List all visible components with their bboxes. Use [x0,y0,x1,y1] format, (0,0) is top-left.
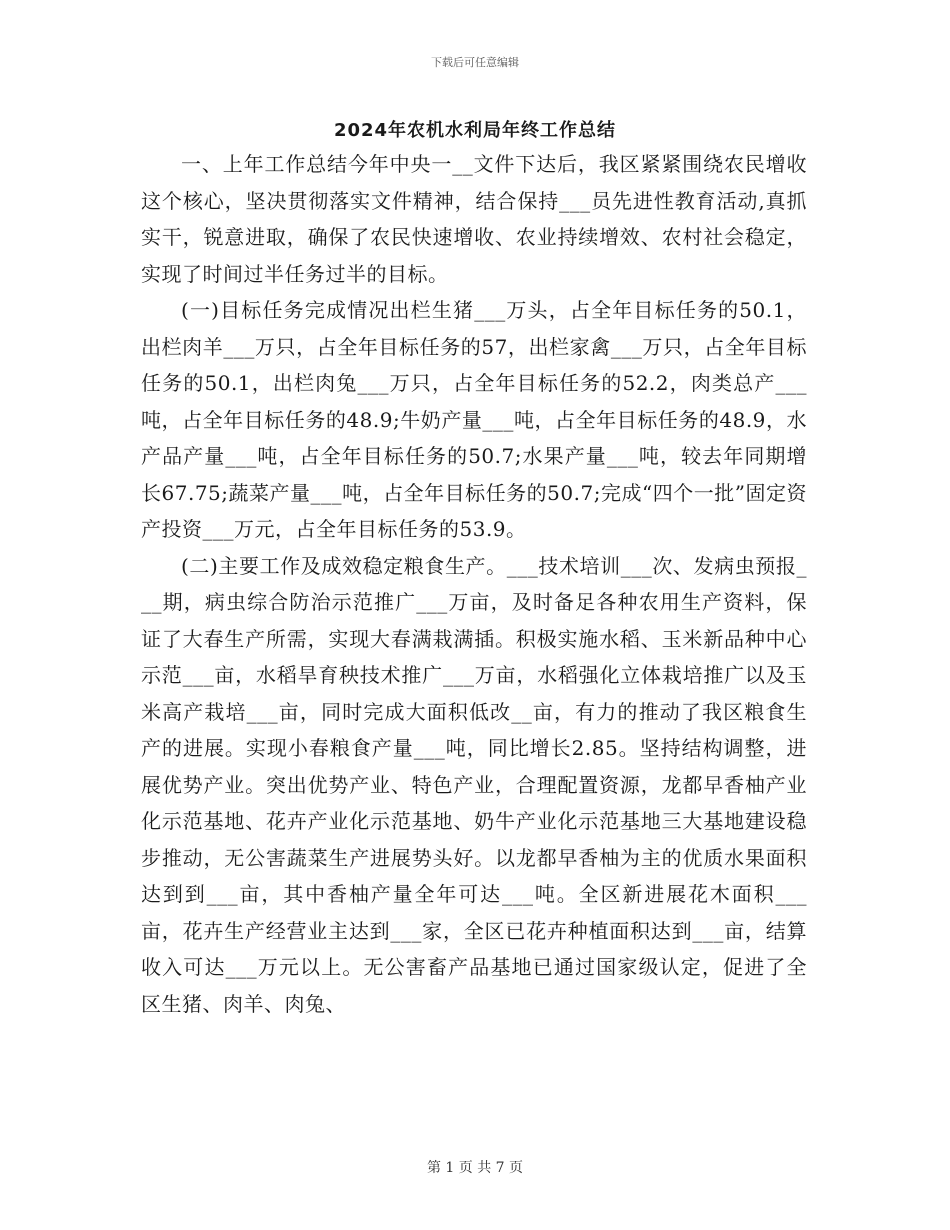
document-body [141,146,807,1022]
paragraph-intro: 一、上年工作总结今年中央一__文件下达后，我区紧紧围绕农民增收这个核心，坚决贯彻落实文件精神，结合保持___员先进性教育活动,真抓实干，锐意进取，确保了农民快速增收、农业持续增效、农村社会稳定，实现了时间过半任务过半的目标。 [141,152,807,286]
paragraph-main-work: (二)主要工作及成效稳定粮食生产。___技术培训___次、发病虫预报___期，病虫综合防治示范推广___万亩，及时备足各种农用生产资料，保证了大春生产所需，实现大春满栽满插。积极实施水稻、玉米新品种中心示范___亩，水稻旱育秧技术推广___万亩，水稻强化立体栽培推广以及玉米高产栽培___亩，同时完成大面积低改__亩，有力的推动了我区粮食生产的进展。实现小春粮食产量___吨，同比增长2.85。坚持结构调整，进展优势产业。突出优势产业、特色产业，合理配置资源，龙都早香柚产业化示范基地、花卉产业化示范基地、奶牛产业化示范基地三大基地建设稳步推动，无公害蔬菜生产进展势头好。以龙都早香柚为主的优质水果面积达到到___亩，其中香柚产量全年可达___吨。全区新进展花木面积___亩，花卉生产经营业主达到___家，全区已花卉种植面积达到___亩，结算收入可达___万元以上。无公害畜产品基地已通过国家级认定，促进了全区生猪、肉羊、肉兔、 [141,553,807,1016]
page-header-note: 下载后可任意编辑 [431,56,519,69]
paragraph-targets: (一)目标任务完成情况出栏生猪___万头，占全年目标任务的50.1，出栏肉羊___万只，占全年目标任务的57，出栏家禽___万只，占全年目标任务的50.1，出栏肉兔___万只，占全年目标任务的52.2，肉类总产___吨，占全年目标任务的48.9;牛奶产量___吨，占全年目标任务的48.9，水产品产量___吨，占全年目标任务的50.7;水果产量___吨，较去年同期增长67.75;蔬菜产量___吨，占全年目标任务的50.7;完成“四个一批”固定资产投资___万元，占全年目标任务的53.9。 [141,298,807,541]
document-title: 2024年农机水利局年终工作总结 [333,120,617,141]
page-number: 第 1 页 共 7 页 [426,1160,524,1176]
